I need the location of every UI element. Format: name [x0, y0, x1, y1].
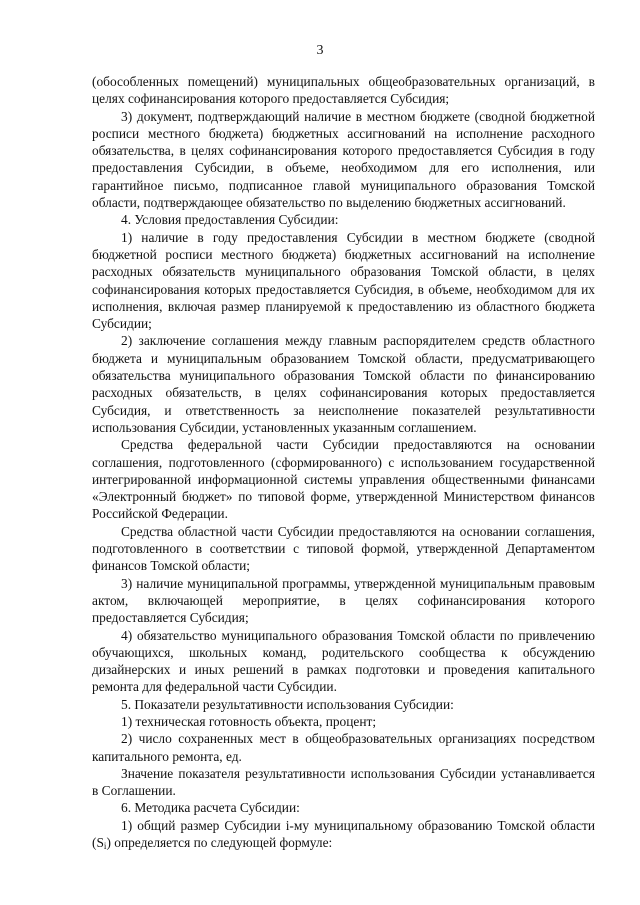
formula-intro-text-end: ) определяется по следующей формуле:	[106, 835, 333, 851]
paragraph: 4) обязательство муниципального образования Томской области по привлечению обучающихся, школьных команд, родительского сообщества к обсуждению дизайнерских и иных решений в рамках подготовки и проведения капитального ремонта для федеральной части Субсидии.	[92, 627, 595, 695]
section-heading: 6. Методика расчета Субсидии:	[121, 800, 300, 816]
paragraph: 1) техническая готовность объекта, процент;	[121, 713, 377, 729]
paragraph: 2) заключение соглашения между главным распорядителем средств областного бюджета и муниципальным образованием Томской области, предусматривающего обязательства муниципального образования Томской области по финансированию расходных обязательств, в целях софинансирования которых предоставляется Субсидия, и ответственность за неисполнение показателей результативности использования Субсидии, установленных указанным соглашением.	[92, 333, 595, 435]
paragraph: 3) документ, подтверждающий наличие в местном бюджете (сводной бюджетной росписи местного бюджета) бюджетных ассигнований на исполнение расходного обязательства, в целях софинансирования которого предоставляется Субсидия в году предоставления Субсидии, в объеме, необходимом для его исполнения, или гарантийное письмо, подписанное главой муниципального образования Томской области, подтверждающее обязательство по выделению бюджетных ассигнований.	[92, 108, 595, 211]
paragraph: 3) наличие муниципальной программы, утвержденной муниципальным правовым актом, включающей мероприятие, в целях софинансирования которого предоставляется Субсидия;	[92, 575, 595, 626]
section-heading: 4. Условия предоставления Субсидии:	[121, 212, 339, 228]
section-heading: 5. Показатели результативности использования Субсидии:	[121, 696, 454, 712]
formula-intro-text: 1) общий размер Субсидии i-му муниципальному образованию Томской области (S	[92, 817, 595, 851]
paragraph: Значение показателя результативности использования Субсидии устанавливается в Соглашении.	[92, 765, 595, 799]
subscript-i: i	[103, 841, 107, 852]
paragraph: 1) наличие в году предоставления Субсидии в местном бюджете (сводной бюджетной росписи местного бюджета) бюджетных ассигнований на исполнение расходных обязательств муниципального образования Томской области, в целях софинансирования которых предоставляется Субсидия, в объеме, необходимом для их исполнения, включая размер планируемой к предоставлению из областного бюджета Субсидии;	[92, 229, 595, 332]
paragraph: Средства областной части Субсидии предоставляются на основании соглашения, подготовленного в соответствии с типовой формой, утвержденной Департаментом финансов Томской области;	[92, 523, 595, 574]
paragraph: 2) число сохраненных мест в общеобразовательных организациях посредством капитального ремонта, ед.	[92, 731, 595, 764]
paragraph: Средства федеральной части Субсидии предоставляются на основании соглашения, подготовленного (сформированного) с использованием государственной интегрированной информационной системы управления общественными финансами «Электронный бюджет» по типовой форме, утвержденной Министерством финансов Российской Федерации.	[92, 437, 595, 522]
page-number: 3	[316, 43, 324, 58]
formula-intro-paragraph	[92, 817, 595, 852]
paragraph: (обособленных помещений) муниципальных общеобразовательных организаций, в целях софинансирования которого предоставляется Субсидия;	[92, 74, 595, 107]
document-body	[92, 73, 595, 851]
